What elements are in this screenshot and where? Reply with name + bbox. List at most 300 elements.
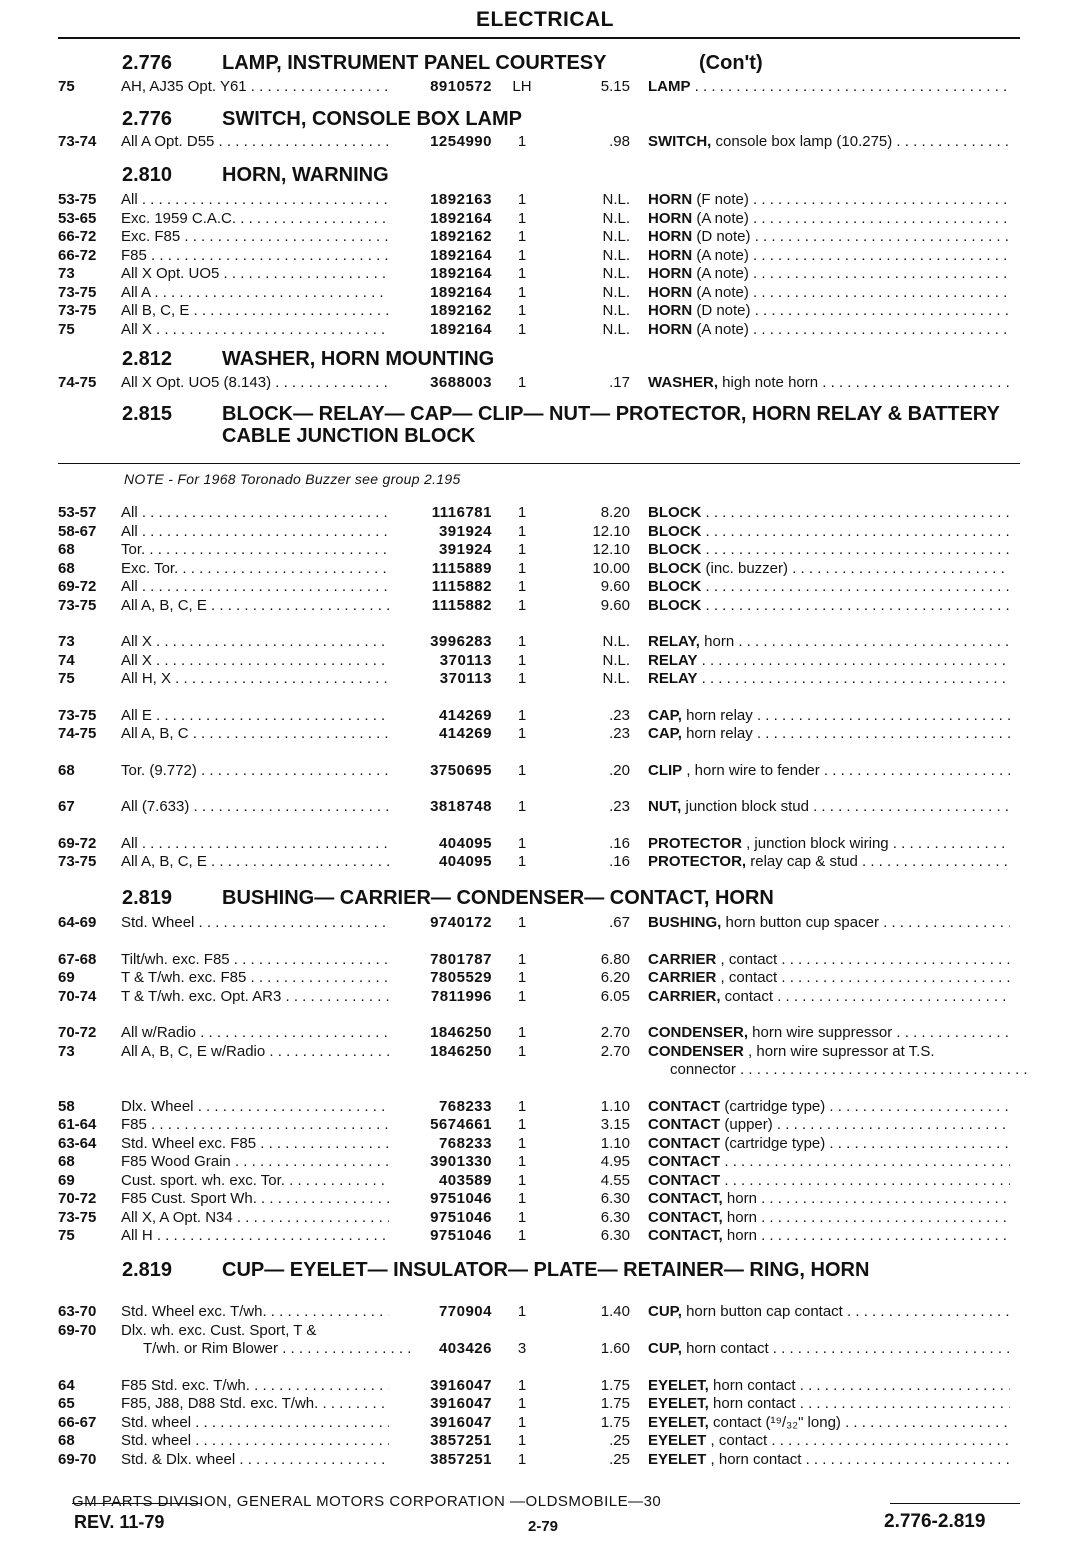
- item-detail: console box lamp (10.275): [711, 133, 893, 150]
- item-name: RELAY,: [648, 633, 700, 650]
- description: [648, 265, 1010, 284]
- section-heading: [0, 348, 1090, 370]
- application-text: Tor.: [121, 541, 146, 558]
- section-continued: (Con't): [699, 52, 763, 74]
- description: [648, 302, 1010, 321]
- description: [648, 210, 1010, 229]
- list-price: 3.15: [600, 1116, 630, 1133]
- item-detail: horn wire suppressor: [748, 1024, 893, 1041]
- description: [648, 835, 1010, 854]
- quantity: 1: [517, 706, 527, 724]
- section-number: 2.819: [122, 1259, 173, 1281]
- item-detail: connector: [670, 1061, 736, 1078]
- description: [648, 969, 1010, 988]
- section-2-812-3: [0, 348, 1090, 370]
- quantity: 1: [517, 853, 527, 870]
- part-number: 404095: [438, 834, 492, 852]
- application-text: All A, B, C, E: [121, 596, 207, 614]
- item-detail: relay cap & stud: [746, 853, 858, 870]
- application: [121, 597, 389, 616]
- quantity: 1: [517, 1376, 527, 1394]
- quantity: 3: [517, 1340, 527, 1357]
- application: [121, 798, 389, 817]
- quantity: 1: [517, 1116, 527, 1133]
- description: [648, 762, 1010, 781]
- part-number: 9740172: [430, 914, 492, 931]
- section-2-819-6: [0, 1259, 1090, 1281]
- list-price: N.L.: [602, 246, 630, 264]
- description: [648, 707, 1010, 726]
- part-number: 1892162: [430, 228, 492, 245]
- model-year: 53-57: [58, 504, 97, 521]
- item-name: CONTACT,: [648, 1208, 723, 1226]
- list-price: 1.10: [600, 1097, 630, 1115]
- list-price: 6.30: [600, 1190, 630, 1207]
- model-year: 70-74: [58, 987, 97, 1005]
- table-row: [0, 951, 1090, 970]
- application-text: All X Opt. UO5 (8.143): [121, 374, 272, 391]
- table-row: [0, 652, 1090, 671]
- item-detail: (F note): [692, 191, 749, 208]
- item-name: LAMP: [648, 78, 691, 95]
- item-name: WASHER,: [648, 374, 719, 391]
- section-heading: [0, 52, 1090, 74]
- section-number: 2.815: [122, 403, 173, 425]
- description: [648, 914, 1010, 933]
- description: [648, 1043, 1010, 1062]
- quantity: 1: [517, 283, 527, 301]
- list-price: 9.60: [600, 596, 630, 614]
- application: [121, 1377, 389, 1396]
- application-text: All: [121, 522, 138, 540]
- description: [648, 1377, 1010, 1396]
- model-year: 73-74: [58, 133, 97, 150]
- row-spacer: [0, 1006, 1090, 1024]
- model-year: 64: [58, 1376, 75, 1394]
- model-year: 68: [58, 541, 75, 558]
- part-number: 391924: [438, 541, 492, 558]
- quantity: 1: [517, 320, 527, 338]
- list-price: .25: [609, 1450, 630, 1468]
- item-detail: (A note): [692, 209, 749, 227]
- application-text: All A Opt. D55: [121, 133, 215, 150]
- item-detail: horn: [722, 1208, 757, 1226]
- list-price: N.L.: [602, 228, 630, 245]
- section-rule: [58, 463, 1020, 464]
- model-year: 70-72: [58, 1024, 97, 1041]
- item-detail: , horn wire supressor at T.S.: [743, 1042, 935, 1060]
- application-text: All: [121, 504, 138, 521]
- item-name: CARRIER: [648, 969, 717, 986]
- description: [648, 725, 1010, 744]
- list-price: 1.10: [600, 1134, 630, 1152]
- list-price: 5.15: [600, 78, 630, 95]
- application-text: All H, X: [121, 670, 172, 687]
- quantity: 1: [517, 1303, 527, 1320]
- application-text: Std. wheel: [121, 1413, 192, 1431]
- part-number: 8910572: [430, 78, 492, 95]
- quantity: 1: [517, 761, 527, 779]
- application: [143, 1340, 411, 1359]
- part-number: 3857251: [430, 1450, 492, 1468]
- item-name: BLOCK: [648, 504, 702, 521]
- model-year: 67-68: [58, 950, 97, 968]
- application: [121, 1153, 389, 1172]
- item-name: BLOCK: [648, 522, 702, 540]
- quantity: 1: [517, 133, 527, 150]
- section-2-776-1: [0, 108, 1090, 130]
- part-number: 1892164: [430, 320, 492, 338]
- application-text: Exc. Tor.: [121, 559, 179, 577]
- item-name: BLOCK: [648, 596, 702, 614]
- application: [121, 247, 389, 266]
- list-price: 10.00: [592, 559, 630, 577]
- model-year: 74-75: [58, 725, 97, 742]
- model-year: 69-72: [58, 578, 97, 595]
- table-row: [0, 1322, 1090, 1341]
- model-year: 68: [58, 1153, 75, 1170]
- item-detail: (A note): [692, 246, 749, 264]
- item-detail: , junction block wiring: [741, 834, 889, 852]
- row-spacer: [0, 817, 1090, 835]
- description: [648, 133, 1010, 152]
- application-text: Std. Wheel exc. T/wh.: [121, 1303, 267, 1320]
- table-row: [0, 1172, 1090, 1191]
- quantity: 1: [517, 1097, 527, 1115]
- item-detail: horn button cap contact: [681, 1303, 843, 1320]
- quantity: 1: [517, 1413, 527, 1431]
- item-name: PROTECTOR: [648, 834, 742, 852]
- description: [648, 321, 1010, 340]
- parts-table: [0, 191, 1090, 339]
- item-name: HORN: [648, 228, 693, 245]
- row-spacer: [0, 933, 1090, 951]
- list-price: 1.75: [600, 1376, 630, 1394]
- table-row: [0, 1377, 1090, 1396]
- quantity: 1: [517, 504, 527, 521]
- list-price: 4.95: [600, 1153, 630, 1170]
- quantity: 1: [517, 559, 527, 577]
- model-year: 75: [58, 320, 75, 338]
- part-number: 1115882: [431, 596, 492, 614]
- item-name: CONDENSER: [648, 1042, 744, 1060]
- quantity: 1: [517, 1153, 527, 1170]
- table-row: [0, 988, 1090, 1007]
- part-number: 1892163: [430, 191, 492, 208]
- quantity: 1: [517, 914, 527, 931]
- table-row: [0, 284, 1090, 303]
- row-spacer: [0, 1285, 1090, 1303]
- item-name: HORN: [648, 209, 693, 227]
- application: [121, 578, 389, 597]
- parts-table: [0, 133, 1090, 152]
- list-price: 9.60: [600, 578, 630, 595]
- table-row: [0, 1098, 1090, 1117]
- description: [648, 853, 1010, 872]
- list-price: .23: [609, 725, 630, 742]
- item-detail: contact (¹⁹/₃₂" long): [708, 1413, 841, 1431]
- model-year: 53-65: [58, 209, 97, 227]
- description: [648, 1024, 1010, 1043]
- description: [648, 1116, 1010, 1135]
- table-row: [0, 1414, 1090, 1433]
- application: [121, 988, 389, 1007]
- part-number: 9751046: [430, 1208, 492, 1226]
- table-row: [0, 1432, 1090, 1451]
- footer-rule-right: [890, 1503, 1020, 1504]
- model-year: 73-75: [58, 853, 97, 870]
- model-year: 67: [58, 798, 75, 815]
- application-text: All: [121, 578, 138, 595]
- section-name: HORN, WARNING: [222, 164, 389, 186]
- item-detail: horn: [722, 1227, 757, 1244]
- application-text: Tor. (9.772): [121, 761, 197, 779]
- part-number: 370113: [439, 670, 492, 687]
- quantity: 1: [517, 191, 527, 208]
- model-year: 58-67: [58, 522, 97, 540]
- application: [121, 191, 389, 210]
- model-year: 73-75: [58, 302, 97, 319]
- table-row: [0, 762, 1090, 781]
- application-text: T & T/wh. exc. F85: [121, 969, 247, 986]
- item-name: CARRIER: [648, 950, 717, 968]
- part-number: 414269: [438, 706, 492, 724]
- quantity: 1: [517, 522, 527, 540]
- section-heading: [0, 403, 1090, 447]
- part-number: 403426: [438, 1340, 492, 1357]
- list-price: N.L.: [602, 633, 630, 650]
- item-name: EYELET,: [648, 1395, 709, 1412]
- quantity: 1: [517, 1395, 527, 1412]
- part-number: 3996283: [430, 633, 492, 650]
- model-year: 73: [58, 265, 75, 282]
- table-row: [0, 541, 1090, 560]
- application-text: F85: [121, 246, 147, 264]
- section-name: WASHER, HORN MOUNTING: [222, 348, 495, 370]
- description: [648, 504, 1010, 523]
- item-name: RELAY: [648, 670, 698, 687]
- table-row: [0, 1395, 1090, 1414]
- item-detail: (cartridge type): [720, 1134, 826, 1152]
- section-number: 2.776: [122, 52, 173, 74]
- section-heading: [0, 108, 1090, 130]
- item-detail: horn contact: [681, 1340, 769, 1357]
- description: [648, 1209, 1010, 1228]
- footer-group-range: 2.776-2.819: [884, 1511, 986, 1532]
- description: [648, 1190, 1010, 1209]
- item-detail: , horn contact: [706, 1450, 802, 1468]
- description: [648, 374, 1010, 393]
- application: [121, 1395, 389, 1414]
- table-row: [0, 210, 1090, 229]
- application-text: All X: [121, 320, 152, 338]
- table-row: [0, 228, 1090, 247]
- item-name: HORN: [648, 265, 693, 282]
- item-detail: (A note): [692, 283, 749, 301]
- description: [670, 1061, 1032, 1080]
- table-row: [0, 969, 1090, 988]
- table-row: [0, 191, 1090, 210]
- application: [121, 1172, 389, 1191]
- parts-table: [0, 374, 1090, 393]
- footer-publisher: GM PARTS DIVISION, GENERAL MOTORS CORPORATION —OLDSMOBILE—30: [72, 1493, 662, 1510]
- table-row: [0, 835, 1090, 854]
- section-name: SWITCH, CONSOLE BOX LAMP: [222, 108, 522, 130]
- item-name: HORN: [648, 283, 693, 301]
- quantity: 1: [517, 1208, 527, 1226]
- application-text: All X Opt. UO5: [121, 265, 220, 282]
- application-text: Std. wheel: [121, 1432, 192, 1449]
- item-name: BLOCK: [648, 559, 702, 577]
- table-row: [0, 1153, 1090, 1172]
- row-spacer: [0, 744, 1090, 762]
- item-name: BUSHING,: [648, 914, 722, 931]
- footer-revision: REV. 11-79: [74, 1512, 165, 1532]
- part-number: 370113: [439, 651, 492, 669]
- list-price: 6.80: [600, 950, 630, 968]
- item-name: EYELET,: [648, 1376, 709, 1394]
- quantity: 1: [517, 1227, 527, 1244]
- quantity: 1: [517, 969, 527, 986]
- item-detail: (cartridge type): [720, 1097, 826, 1115]
- table-row: [0, 1190, 1090, 1209]
- application: [121, 707, 389, 726]
- table-row: [0, 1116, 1090, 1135]
- application: [121, 762, 389, 781]
- list-price: 12.10: [592, 541, 630, 558]
- application: [121, 560, 389, 579]
- section-number: 2.819: [122, 887, 173, 909]
- part-number: 768233: [438, 1097, 492, 1115]
- application-text: All: [121, 834, 138, 852]
- section-2-810-2: [0, 164, 1090, 186]
- description: [648, 578, 1010, 597]
- application-text: All H: [121, 1227, 153, 1244]
- section-number: 2.810: [122, 164, 173, 186]
- model-year: 73-75: [58, 283, 97, 301]
- row-spacer: [0, 1080, 1090, 1098]
- list-price: 6.30: [600, 1227, 630, 1244]
- list-price: .16: [609, 834, 630, 852]
- description: [648, 597, 1010, 616]
- item-name: EYELET: [648, 1432, 707, 1449]
- item-detail: (inc. buzzer): [701, 559, 789, 577]
- model-year: 73: [58, 633, 75, 650]
- application: [121, 1322, 389, 1341]
- part-number: 3916047: [430, 1413, 492, 1431]
- item-name: CAP,: [648, 725, 682, 742]
- part-number: 768233: [438, 1134, 492, 1152]
- item-detail: , contact: [716, 950, 778, 968]
- list-price: 1.60: [600, 1340, 630, 1357]
- application: [121, 1024, 389, 1043]
- table-row: [0, 1043, 1090, 1062]
- table-row: [0, 523, 1090, 542]
- list-price: N.L.: [602, 302, 630, 319]
- model-year: 53-75: [58, 191, 97, 208]
- table-row: [0, 853, 1090, 872]
- quantity: 1: [517, 302, 527, 319]
- model-year: 61-64: [58, 1116, 97, 1133]
- part-number: 1892164: [430, 283, 492, 301]
- part-number: 3901330: [430, 1153, 492, 1170]
- item-detail: , horn wire to fender: [682, 761, 820, 779]
- application: [121, 541, 389, 560]
- table-row: [0, 798, 1090, 817]
- part-number: 770904: [438, 1303, 492, 1320]
- part-number: 3750695: [430, 761, 492, 779]
- list-price: 1.40: [600, 1303, 630, 1320]
- description: [648, 228, 1010, 247]
- model-year: 75: [58, 78, 75, 95]
- model-year: 70-72: [58, 1190, 97, 1207]
- application: [121, 523, 389, 542]
- section-2-776-0: [0, 52, 1090, 74]
- application: [121, 1303, 389, 1322]
- part-number: 3916047: [430, 1395, 492, 1412]
- application: [121, 951, 389, 970]
- model-year: 75: [58, 1227, 75, 1244]
- part-number: 1892162: [430, 302, 492, 319]
- section-2-819-5: [0, 887, 1090, 909]
- table-row: [0, 1451, 1090, 1470]
- item-detail: contact: [720, 987, 774, 1005]
- application: [121, 1116, 389, 1135]
- part-number: 9751046: [430, 1190, 492, 1207]
- part-number: 3857251: [430, 1432, 492, 1449]
- item-name: CAP,: [648, 706, 682, 724]
- item-name: CONTACT: [648, 1153, 721, 1170]
- list-price: N.L.: [602, 209, 630, 227]
- application: [121, 725, 389, 744]
- quantity: 1: [517, 1042, 527, 1060]
- list-price: .23: [609, 798, 630, 815]
- model-year: 66-72: [58, 246, 97, 264]
- table-row: [0, 597, 1090, 616]
- part-number: 3818748: [430, 798, 492, 815]
- item-name: CONTACT,: [648, 1227, 723, 1244]
- quantity: 1: [517, 228, 527, 245]
- table-row: [0, 321, 1090, 340]
- description: [648, 1414, 1010, 1433]
- model-year: 58: [58, 1097, 75, 1115]
- description: [648, 541, 1010, 560]
- application-text: AH, AJ35 Opt. Y61: [121, 78, 247, 95]
- application-text: All E: [121, 706, 152, 724]
- quantity: 1: [517, 1024, 527, 1041]
- application-text: Std. Wheel: [121, 914, 195, 931]
- description: [648, 560, 1010, 579]
- application-text: Exc. 1959 C.A.C.: [121, 209, 237, 227]
- list-price: 8.20: [600, 504, 630, 521]
- part-number: 1115889: [431, 559, 492, 577]
- item-name: HORN: [648, 191, 693, 208]
- item-name: CUP,: [648, 1340, 682, 1357]
- application-text: All A, B, C, E w/Radio: [121, 1042, 266, 1060]
- item-detail: (A note): [692, 265, 749, 282]
- list-price: .25: [609, 1432, 630, 1449]
- list-price: .98: [609, 133, 630, 150]
- application-text: Tilt/wh. exc. F85: [121, 950, 230, 968]
- model-year: 69-72: [58, 834, 97, 852]
- model-year: 73: [58, 1042, 75, 1060]
- part-number: 9751046: [430, 1227, 492, 1244]
- quantity: 1: [517, 987, 527, 1005]
- item-name: HORN: [648, 246, 693, 264]
- list-price: .23: [609, 706, 630, 724]
- row-spacer: [0, 689, 1090, 707]
- row-spacer: [0, 615, 1090, 633]
